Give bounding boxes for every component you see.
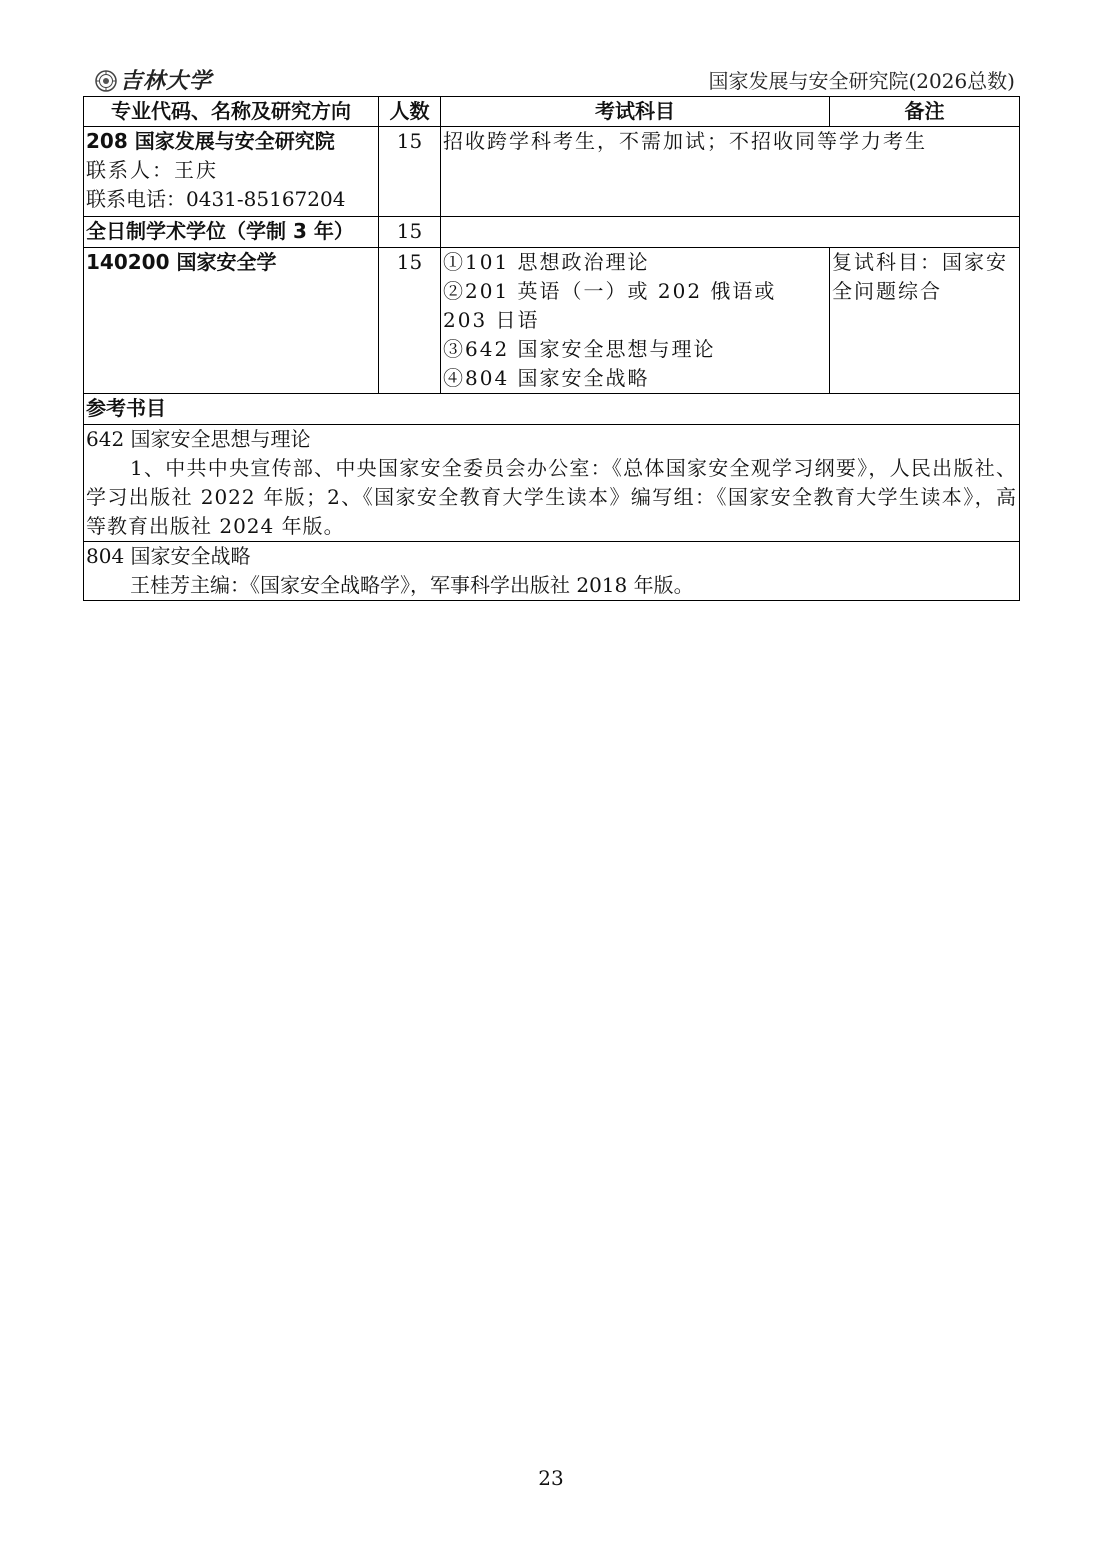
header-count: 人数 [379,97,441,127]
page-number: 23 [538,1466,564,1490]
degree-title: 全日制学术学位（学制 3 年） [84,217,379,248]
ref-text: 王桂芳主编：《国家安全战略学》，军事科学出版社 2018 年版。 [130,573,694,597]
table-header-row [84,97,1020,127]
degree-count: 15 [379,217,441,248]
college-row [84,127,1020,217]
subject-item: ①101 思想政治理论 [443,250,650,274]
contact-person: 联系人：王庆 [86,158,218,182]
ref-subject: 642 国家安全思想与理论 [86,427,311,451]
header-subjects: 考试科目 [441,97,830,127]
subject-item: ②201 英语（一）或 202 俄语或 203 日语 [443,279,777,332]
ref-subject: 804 国家安全战略 [86,544,251,568]
contact-phone: 联系电话：0431-85167204 [86,187,346,211]
ref-cell [84,542,1020,601]
subject-item: ③642 国家安全思想与理论 [443,337,716,361]
college-note: 招收跨学科考生，不需加试；不招收同等学力考生 [441,127,1020,217]
degree-empty [441,217,1020,248]
major-title: 140200 国家安全学 [84,248,379,394]
admission-table [83,96,1020,601]
college-title: 208 国家发展与安全研究院 [86,129,335,153]
ref-cell [84,425,1020,542]
degree-row [84,217,1020,248]
refs-title: 参考书目 [84,394,1020,425]
major-row [84,248,1020,394]
page-header [83,66,1019,94]
ref-row [84,542,1020,601]
university-seal-icon [95,70,117,92]
college-count: 15 [379,127,441,217]
college-cell [84,127,379,217]
ref-row [84,425,1020,542]
university-logo [95,69,212,93]
header-title: 国家发展与安全研究院(2026总数) [708,69,1015,93]
exam-subjects [441,248,830,394]
header-major: 专业代码、名称及研究方向 [84,97,379,127]
logo-text: 吉林大学 [120,68,213,94]
major-count: 15 [379,248,441,394]
subject-item: ④804 国家安全战略 [443,366,650,390]
ref-text: 1、中共中央宣传部、中央国家安全委员会办公室：《总体国家安全观学习纲要》，人民出版社、学习出版社 2022 年版；2、《国家安全教育大学生读本》编写组：《国家安全教育大学生读本》，高等教育出版社 2024 年版。 [86,456,1017,538]
retest-remark: 复试科目：国家安全问题综合 [830,248,1020,394]
header-remarks: 备注 [830,97,1020,127]
refs-title-row [84,394,1020,425]
